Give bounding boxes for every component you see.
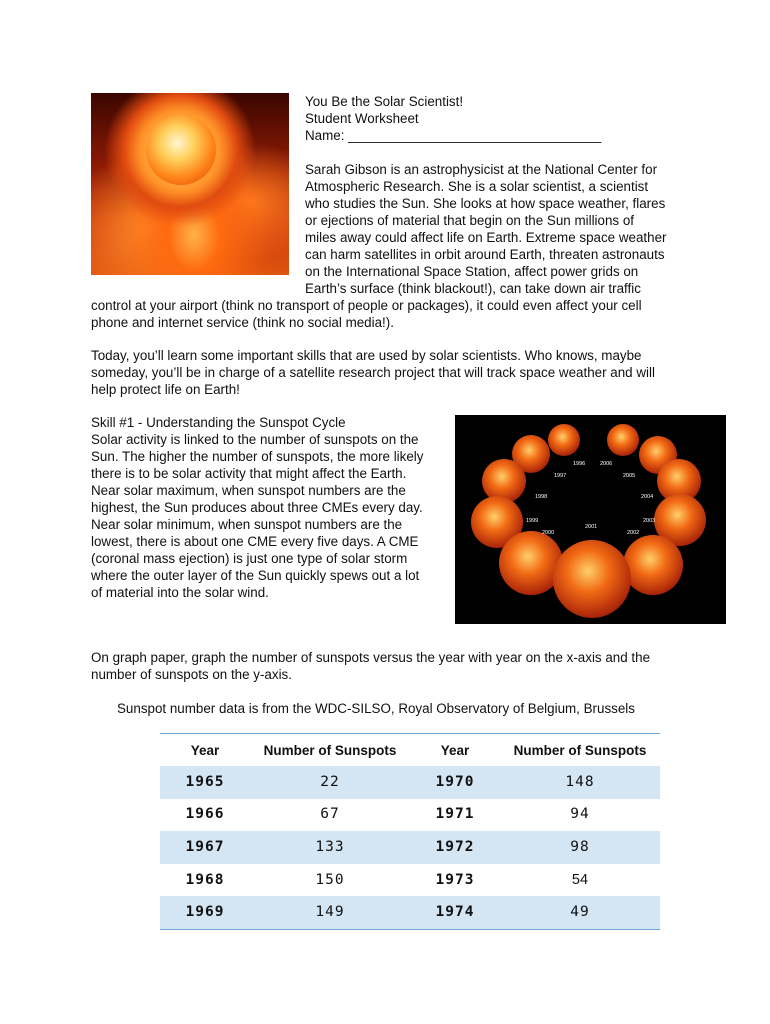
cycle-label-2006: 2006 xyxy=(600,461,613,467)
skill-heading: Skill #1 - Understanding the Sunspot Cycle xyxy=(91,415,346,430)
instructions-line: number of sunspots on the y-axis. xyxy=(91,667,292,682)
skill-line: of material into the solar wind. xyxy=(91,585,269,600)
skill-line: there is to be solar activity that might affect the Earth. xyxy=(91,466,407,481)
sun-disc-1996 xyxy=(548,424,580,456)
intro-line: Atmospheric Research. She is a solar scientist, a scientist xyxy=(305,179,649,194)
year-cell: 1974 xyxy=(410,896,500,929)
sun-disc-2001 xyxy=(553,540,631,618)
sunspot-count-cell: 148 xyxy=(500,766,660,799)
table-row xyxy=(160,831,660,864)
today-line: someday, you’ll be in charge of a satellite research project that will track space weather and will xyxy=(91,365,655,380)
data-source-note: Sunspot number data is from the WDC-SILSO, Royal Observatory of Belgium, Brussels xyxy=(117,701,635,716)
today-line: Today, you’ll learn some important skills that are used by solar scientists. Who knows, maybe xyxy=(91,348,642,363)
skill-line: Near solar maximum, when sunspot numbers are the xyxy=(91,483,406,498)
sunspot-count-cell: 54 xyxy=(571,871,589,888)
intro-paragraph-full xyxy=(91,297,691,331)
year-cell: 1966 xyxy=(185,806,225,823)
cycle-label-2001: 2001 xyxy=(585,524,598,530)
year-cell: 1972 xyxy=(410,831,500,864)
skill-line: Solar activity is linked to the number of sunspots on the xyxy=(91,432,419,447)
solar-cycle-graphic xyxy=(455,415,726,624)
sunspot-count-cell: 94 xyxy=(570,806,590,823)
sun-corona-photo xyxy=(91,93,289,275)
sunspot-count-cell: 22 xyxy=(250,766,410,799)
intro-line: Earth’s surface (think blackout!), can take down air traffic xyxy=(305,281,641,296)
header-sunspots-1: Number of Sunspots xyxy=(263,742,397,758)
sunspot-count-cell: 67 xyxy=(320,806,340,823)
solar-cycle-image xyxy=(455,415,726,624)
sunspot-count-cell: 49 xyxy=(500,896,660,929)
table-row xyxy=(160,766,660,799)
table-row xyxy=(160,864,660,897)
cycle-label-1996: 1996 xyxy=(573,461,586,467)
year-cell: 1971 xyxy=(435,806,475,823)
header-year-1: Year xyxy=(190,742,220,758)
sunspot-count-cell: 150 xyxy=(315,871,345,888)
cycle-label-2003: 2003 xyxy=(643,518,656,524)
cycle-label-2002: 2002 xyxy=(627,530,640,536)
table-row xyxy=(160,896,660,929)
sun-disc-2000 xyxy=(499,531,563,595)
name-field-label: Name: __________________________________ xyxy=(305,128,602,143)
header-year-2: Year xyxy=(440,742,470,758)
skill-line: Sun. The higher the number of sunspots, the more likely xyxy=(91,449,424,464)
year-cell: 1973 xyxy=(435,871,475,888)
skill-line: highest, the Sun produces about three CMEs every day. xyxy=(91,500,423,515)
worksheet-subtitle: Student Worksheet xyxy=(305,111,419,126)
skill-section xyxy=(91,414,451,601)
intro-line: Sarah Gibson is an astrophysicist at the National Center for xyxy=(305,162,658,177)
instructions-line: On graph paper, graph the number of sunspots versus the year with year on the x-axis and the xyxy=(91,650,651,665)
cycle-label-1999: 1999 xyxy=(526,518,539,524)
intro-line: who studies the Sun. She looks at how space weather, flares xyxy=(305,196,666,211)
year-cell: 1967 xyxy=(160,831,250,864)
table-header-row xyxy=(160,734,660,767)
cycle-label-1998: 1998 xyxy=(535,494,548,500)
table-row xyxy=(160,799,660,832)
intro-line: miles away could affect life on Earth. Extreme space weather xyxy=(305,230,667,245)
skill-line: (coronal mass ejection) is just one type of solar storm xyxy=(91,551,408,566)
cycle-label-2000: 2000 xyxy=(542,530,555,536)
header-sunspots-2: Number of Sunspots xyxy=(513,742,647,758)
today-line: help protect life on Earth! xyxy=(91,382,240,397)
cycle-label-2004: 2004 xyxy=(641,494,654,500)
today-paragraph xyxy=(91,347,691,398)
year-cell: 1969 xyxy=(160,896,250,929)
skill-line: where the outer layer of the Sun quickly spews out a lot xyxy=(91,568,420,583)
cycle-label-1997: 1997 xyxy=(554,473,567,479)
sun-disc-2006 xyxy=(607,424,639,456)
intro-line: or ejections of material that begin on the Sun millions of xyxy=(305,213,634,228)
sunspot-data-table xyxy=(160,733,660,930)
year-cell: 1968 xyxy=(185,871,225,888)
year-cell: 1970 xyxy=(410,766,500,799)
sun-disc-1998 xyxy=(482,459,526,503)
intro-line: on the International Space Station, affect power grids on xyxy=(305,264,639,279)
sunspot-count-cell: 98 xyxy=(500,831,660,864)
sunspot-count-cell: 133 xyxy=(250,831,410,864)
skill-line: lowest, there is about one CME every five days. A CME xyxy=(91,534,419,549)
intro-line: phone and internet service (think no social media!). xyxy=(91,315,394,330)
worksheet-header xyxy=(305,93,685,144)
worksheet-title: You Be the Solar Scientist! xyxy=(305,94,464,109)
sun-disc-2002 xyxy=(623,535,683,595)
year-cell: 1965 xyxy=(160,766,250,799)
cycle-label-2005: 2005 xyxy=(623,473,636,479)
sunspot-count-cell: 149 xyxy=(250,896,410,929)
intro-paragraph-right xyxy=(305,161,685,297)
instructions-paragraph xyxy=(91,649,691,683)
intro-line: can harm satellites in orbit around Earth, threaten astronauts xyxy=(305,247,665,262)
intro-line: control at your airport (think no transport of people or packages), it could even affect your cell xyxy=(91,298,642,313)
skill-line: Near solar minimum, when sunspot numbers are the xyxy=(91,517,403,532)
